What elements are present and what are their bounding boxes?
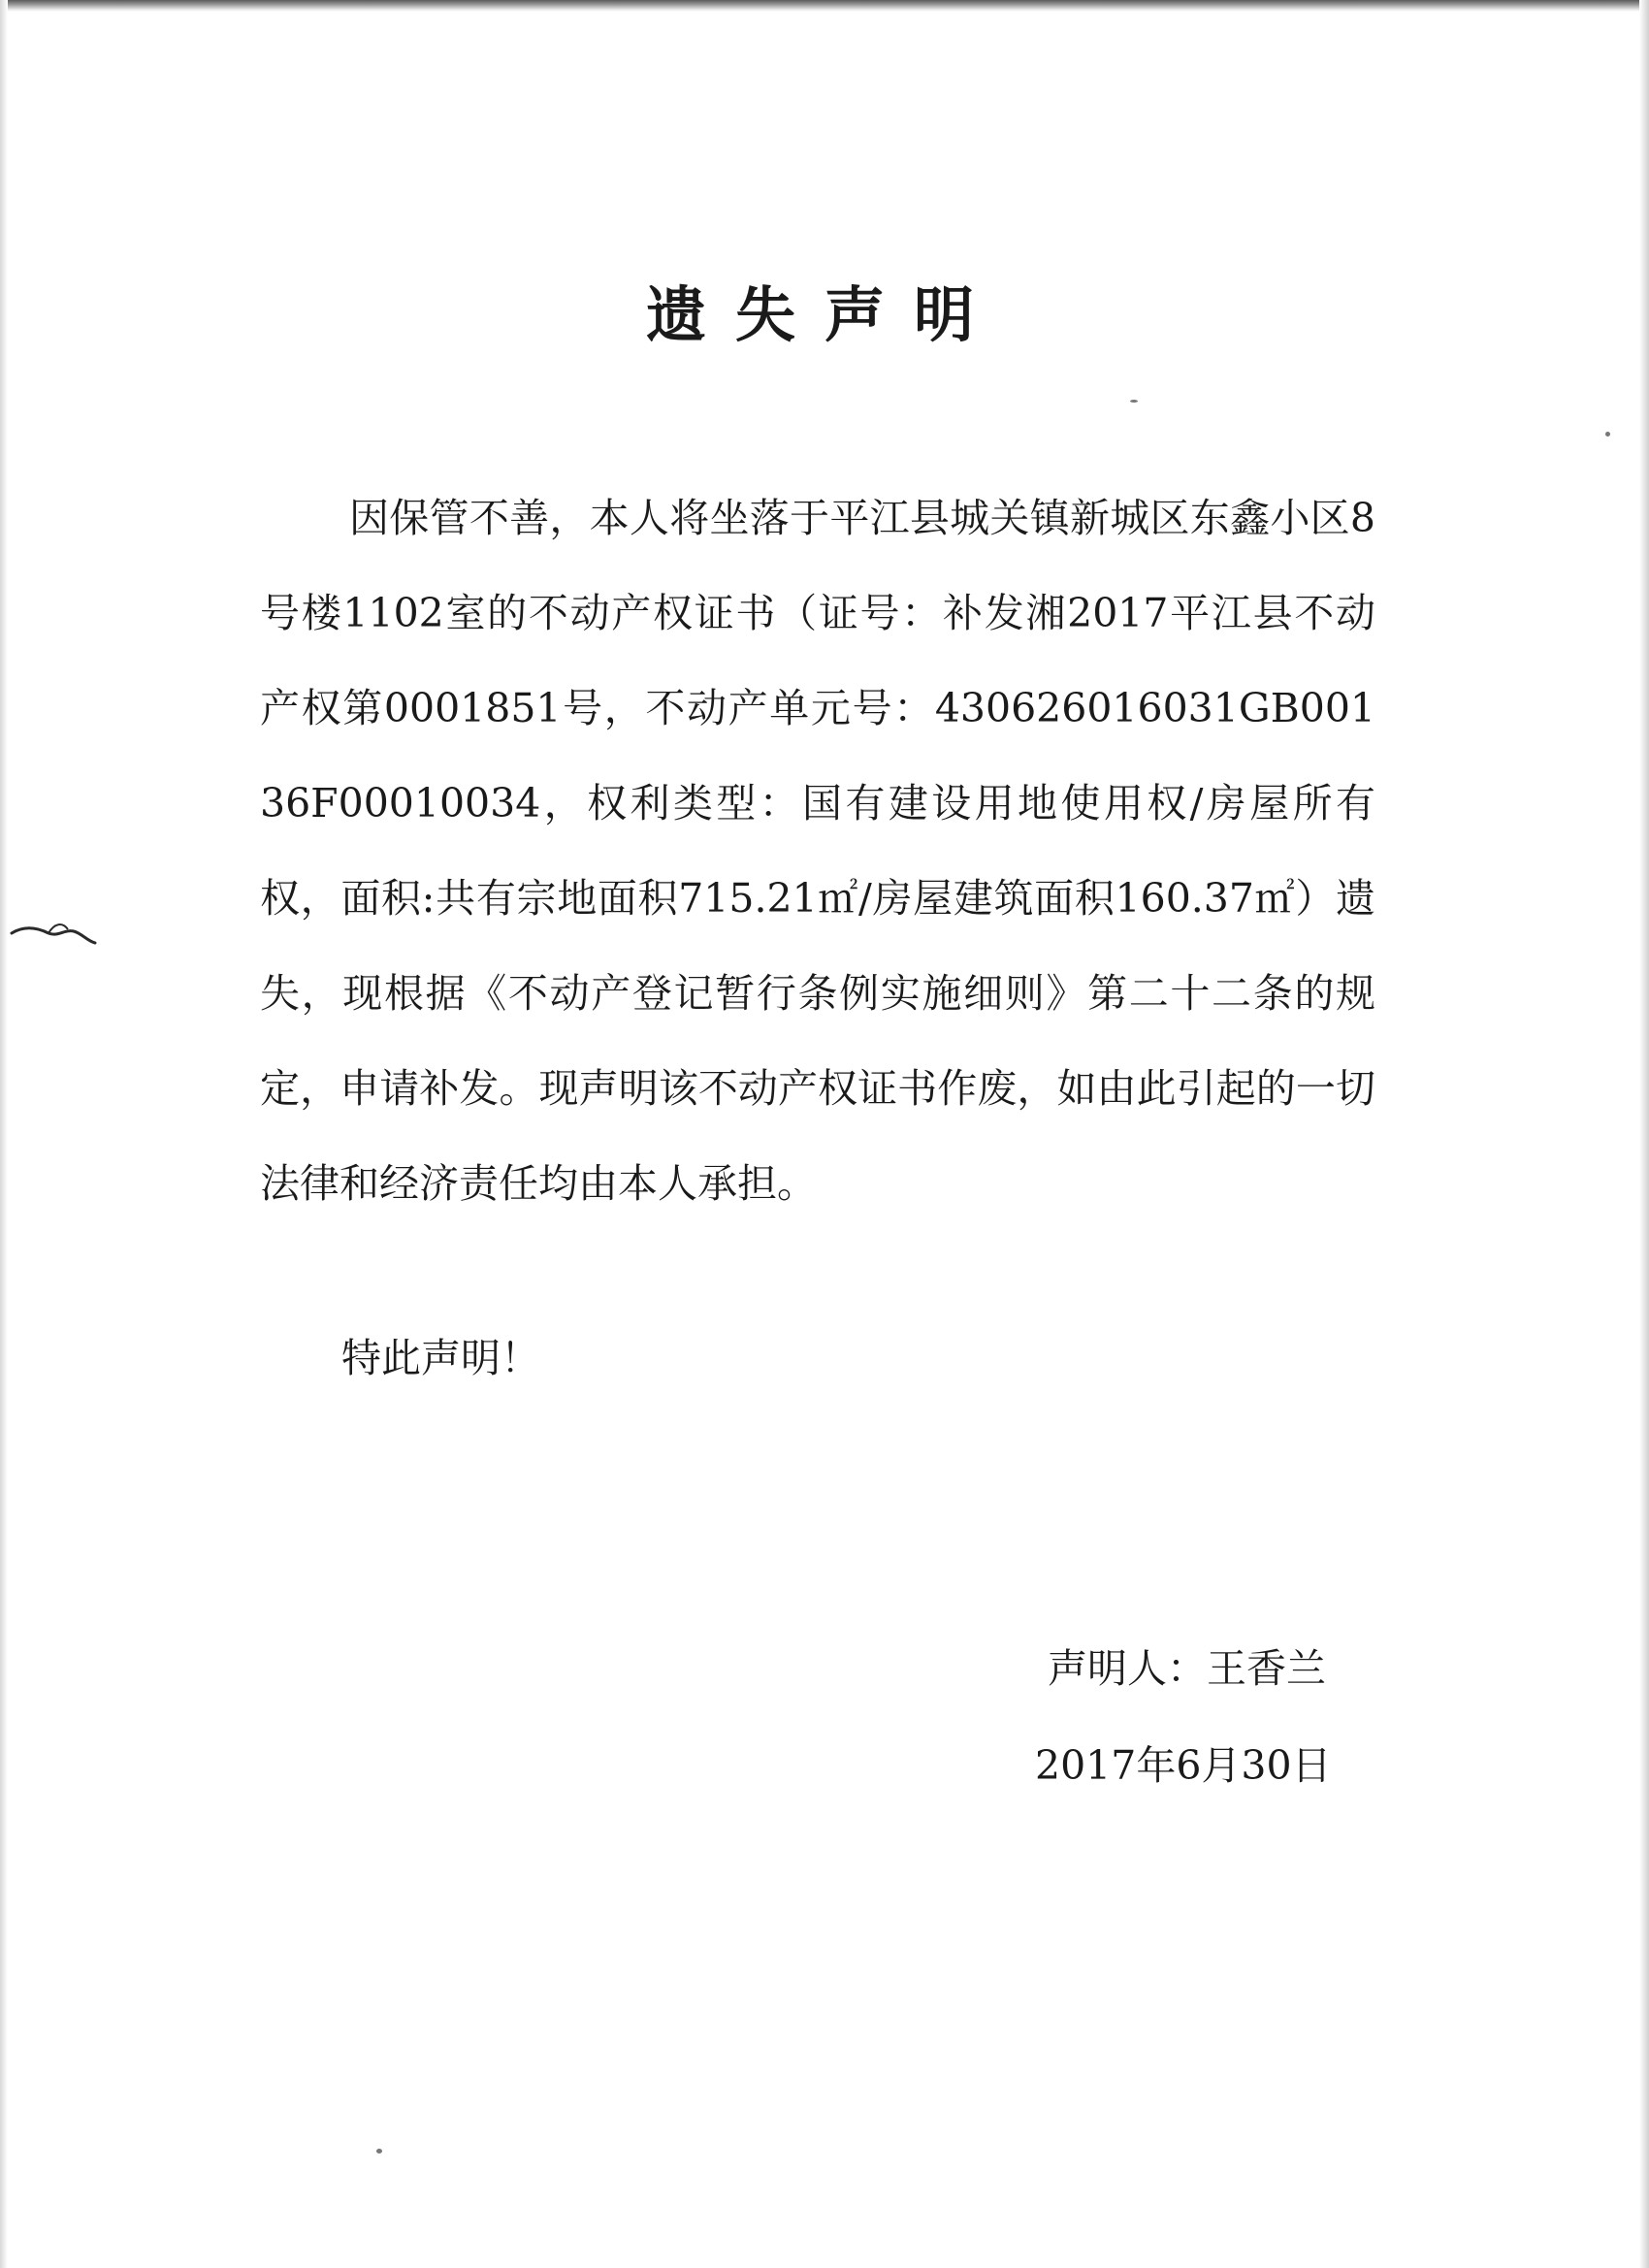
page-title: 遗失声明 — [645, 279, 1003, 350]
stray-ink-mark-icon — [10, 912, 97, 951]
scan-speck — [1605, 432, 1610, 437]
signer-name: 王香兰 — [1207, 1645, 1326, 1692]
scan-edge-top — [0, 0, 1649, 12]
statement-body: 因保管不善，本人将坐落于平江县城关镇新城区东鑫小区8号楼1102室的不动产权证书（证号：补发湘2017平江县不动产权第0001851号，不动产单元号：430626016031GB00136F00010034，权利类型：国有建设用地使用权/房屋所有权，面积:共有宗地面积715.21㎡/房屋建筑面积160.37㎡）遗失，现根据《不动产登记暂行条例实施细则》第二十二条的规定，申请补发。现声明该不动产权证书作废，如由此引起的一切法律和经济责任均由本人承担。 — [260, 495, 1375, 1207]
scan-speck — [376, 2149, 382, 2154]
statement-date: 2017年6月30日 — [1035, 1742, 1332, 1789]
signer-label: 声明人： — [1048, 1645, 1207, 1692]
scan-speck — [1130, 400, 1138, 403]
closing-line: 特此声明！ — [341, 1335, 540, 1381]
signer-line — [1048, 1639, 1326, 1698]
